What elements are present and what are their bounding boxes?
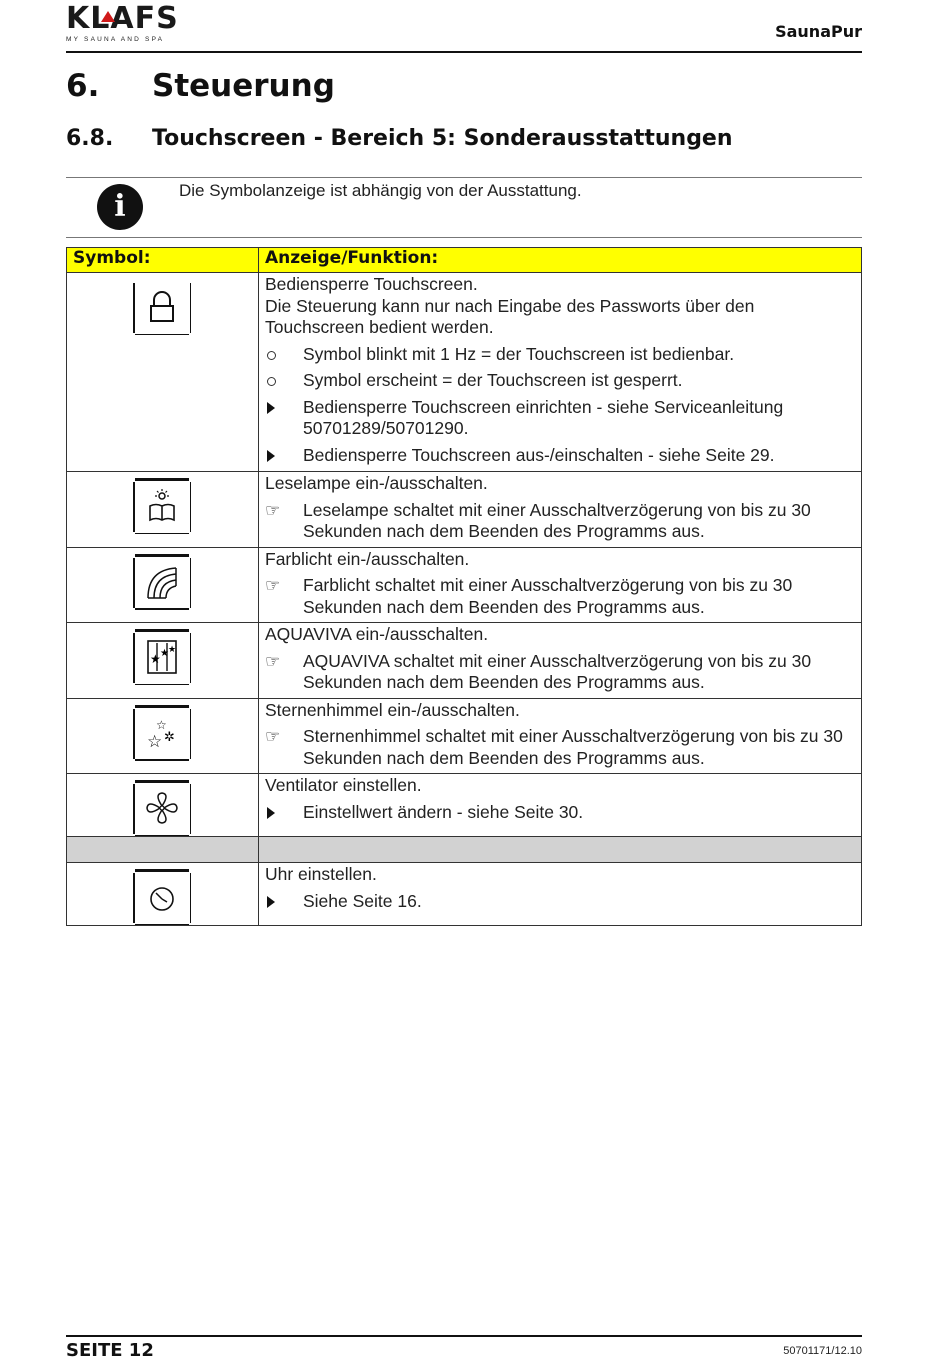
list-item-text: Farblicht schaltet mit einer Ausschaltverzögerung von bis zu 30 Sekunden nach dem Beenden des Programms aus. [303, 575, 793, 617]
list-item-text: Bediensperre Touchscreen aus-/einschalten - siehe Seite 29. [303, 444, 775, 465]
list-item-text: Einstellwert ändern - siehe Seite 30. [303, 801, 584, 822]
note-text: Die Symbolanzeige ist abhängig von der Ausstattung. [179, 181, 582, 200]
starry-sky-icon-frame [133, 705, 191, 761]
list-item [265, 397, 851, 440]
table-row [67, 774, 862, 837]
clock-icon-frame [133, 869, 191, 925]
function-cell [259, 698, 862, 774]
logo-tagline: MY SAUNA AND SPA [66, 36, 165, 43]
table-row [67, 472, 862, 548]
product-name: SaunaPur [775, 22, 862, 41]
list-item [265, 370, 851, 392]
row-intro: Farblicht ein-/ausschalten. [265, 548, 470, 569]
logo-text: KLAFS [66, 1, 179, 36]
col-symbol-header: Symbol: [67, 248, 259, 273]
symbol-cell [67, 273, 259, 472]
table-header-row [67, 248, 862, 273]
symbol-cell [67, 698, 259, 774]
col-function-header: Anzeige/Funktion: [259, 248, 862, 273]
pointing-hand-icon: ☞ [265, 651, 281, 671]
svg-text:☆: ☆ [147, 731, 163, 751]
table-row [67, 547, 862, 623]
list-item [265, 651, 851, 694]
logo-triangle-icon [101, 11, 115, 22]
svg-text:★: ★ [150, 652, 161, 666]
function-cell [259, 273, 862, 472]
list-item [265, 802, 851, 825]
function-cell [259, 863, 862, 926]
row-intro: Bediensperre Touchscreen. Die Steuerung kann nur nach Eingabe des Passworts über den Touchscreen bedient werden. [265, 274, 755, 337]
list-item-text: Symbol blinkt mit 1 Hz = der Touchscreen ist bedienbar. [303, 343, 735, 364]
subsection-title-text: Touchscreen - Bereich 5: Sonderausstattungen [152, 126, 733, 151]
svg-text:☆: ☆ [156, 717, 167, 732]
pointing-hand-icon: ☞ [265, 727, 281, 746]
info-icon: i [97, 184, 143, 230]
document-number: 50701171/12.10 [783, 1345, 862, 1357]
list-item [265, 891, 851, 914]
separator-row [67, 837, 862, 863]
symbol-cell [67, 547, 259, 623]
row-intro: Sternenhimmel ein-/ausschalten. [265, 699, 520, 720]
symbol-cell [67, 623, 259, 699]
row-intro: Leselampe ein-/ausschalten. [265, 473, 488, 493]
note-divider-bottom [66, 237, 862, 238]
subsection-number: 6.8. [66, 126, 114, 151]
row-intro: AQUAVIVA ein-/ausschalten. [265, 624, 489, 644]
table-row [67, 273, 862, 472]
table-row [67, 863, 862, 926]
arrow-bullet-icon [267, 402, 275, 414]
color-light-icon-frame [133, 554, 191, 610]
symbol-table [66, 247, 862, 926]
subsection-title [66, 126, 733, 151]
lock-icon-frame [133, 279, 191, 335]
list-item [265, 344, 851, 366]
function-cell [259, 547, 862, 623]
list-item [265, 575, 851, 618]
arrow-bullet-icon [267, 896, 275, 908]
page-number: SEITE 12 [66, 1340, 154, 1361]
list-item-text: AQUAVIVA schaltet mit einer Ausschaltverzögerung von bis zu 30 Sekunden nach dem Beenden des Programms aus. [303, 650, 812, 692]
list-item [265, 726, 851, 769]
circle-bullet-icon [267, 377, 276, 386]
pointing-hand-icon: ☞ [265, 576, 281, 595]
symbol-cell [67, 863, 259, 926]
pointing-hand-icon: ☞ [265, 500, 281, 520]
svg-text:✲: ✲ [164, 729, 175, 745]
section-title-text: Steuerung [152, 68, 335, 104]
circle-bullet-icon [267, 351, 276, 360]
fan-icon-frame [133, 780, 191, 836]
arrow-bullet-icon [267, 450, 275, 462]
table-row [67, 623, 862, 699]
list-item [265, 500, 851, 543]
symbol-cell [67, 774, 259, 837]
function-cell [259, 472, 862, 548]
list-item [265, 445, 851, 468]
svg-text:★: ★ [160, 648, 169, 659]
aquaviva-icon-frame [133, 629, 191, 685]
header-rule [66, 51, 862, 53]
function-cell [259, 774, 862, 837]
section-number: 6. [66, 68, 100, 104]
symbol-cell [67, 472, 259, 548]
list-item-text: Sternenhimmel schaltet mit einer Ausschaltverzögerung von bis zu 30 Sekunden nach dem Beenden des Programms aus. [303, 726, 843, 768]
footer-rule [66, 1335, 862, 1337]
section-title [66, 68, 335, 104]
reading-lamp-icon-frame [133, 478, 191, 534]
list-item-text: Siehe Seite 16. [303, 890, 422, 911]
svg-text:★: ★ [168, 645, 177, 655]
list-item-text: Bediensperre Touchscreen einrichten - siehe Serviceanleitung 50701289/50701290. [303, 396, 784, 438]
table-row [67, 698, 862, 774]
list-item-text: Leselampe schaltet mit einer Ausschaltverzögerung von bis zu 30 Sekunden nach dem Beenden des Programms aus. [303, 499, 811, 541]
klafs-logo [66, 1, 186, 43]
row-intro: Ventilator einstellen. [265, 775, 422, 795]
list-item-text: Symbol erscheint = der Touchscreen ist gesperrt. [303, 370, 683, 390]
arrow-bullet-icon [267, 807, 275, 819]
note-divider-top [66, 177, 862, 178]
function-cell [259, 623, 862, 699]
row-intro: Uhr einstellen. [265, 864, 377, 884]
